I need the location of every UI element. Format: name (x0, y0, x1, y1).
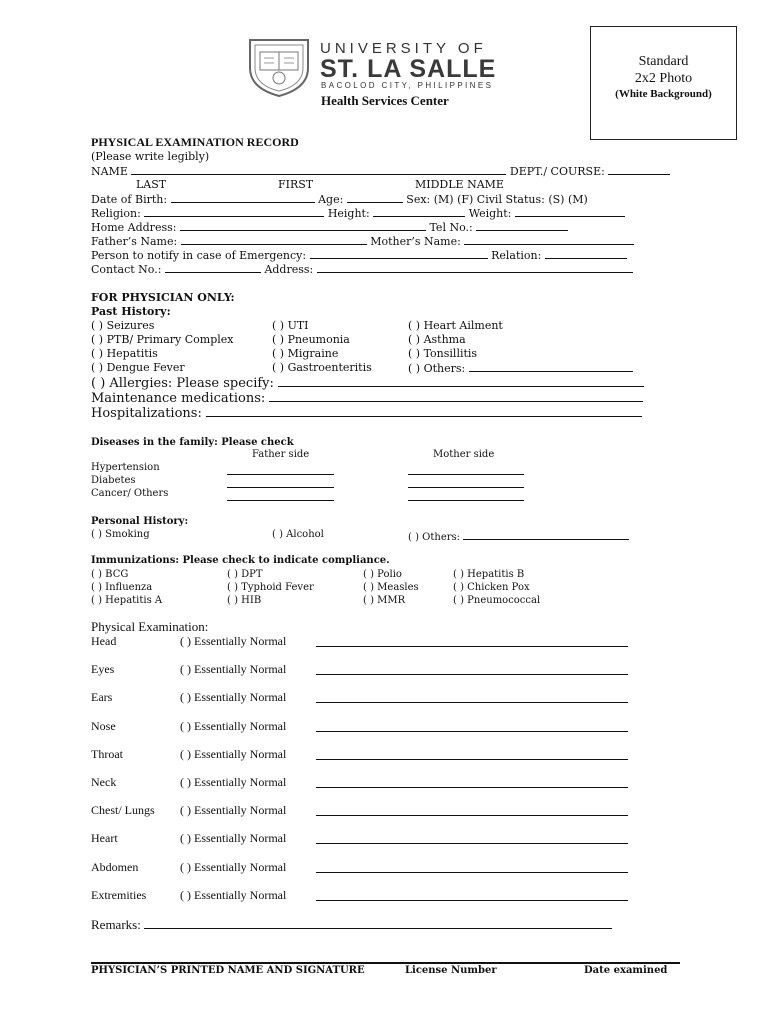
exam-row-label: Eyes (91, 662, 115, 677)
emergency-label: Person to notify in case of Emergency: (91, 249, 307, 262)
allergies-row (91, 376, 644, 391)
personal-others-field[interactable] (463, 529, 629, 540)
immun-item[interactable]: ( ) DPT (227, 569, 263, 580)
home-row (91, 220, 568, 234)
hospitalizations-row (91, 406, 642, 421)
past-item[interactable]: ( ) Heart Ailment (408, 319, 503, 332)
middle-label: MIDDLE NAME (415, 178, 504, 191)
tel-field[interactable] (476, 220, 568, 231)
essentially-normal-checkbox[interactable]: ( ) Essentially Normal (180, 831, 287, 846)
maintenance-field[interactable] (269, 391, 643, 402)
past-item[interactable]: ( ) Seizures (91, 319, 155, 332)
immun-item[interactable]: ( ) Influenza (91, 582, 153, 593)
license-number-label: License Number (405, 965, 497, 976)
name-field[interactable] (131, 164, 506, 175)
contact-row (91, 262, 633, 276)
essentially-normal-checkbox[interactable]: ( ) Essentially Normal (180, 690, 287, 705)
maintenance-label: Maintenance medications: (91, 391, 266, 406)
past-item[interactable]: ( ) PTB/ Primary Complex (91, 333, 234, 346)
past-item[interactable]: ( ) Gastroenteritis (272, 361, 372, 374)
immun-item[interactable]: ( ) Hepatitis B (453, 569, 525, 580)
allergies-field[interactable] (278, 376, 644, 387)
smoking-option[interactable]: ( ) Smoking (91, 529, 150, 540)
immun-item[interactable]: ( ) HIB (227, 595, 262, 606)
essentially-normal-checkbox[interactable]: ( ) Essentially Normal (180, 634, 287, 648)
hospitalizations-label: Hospitalizations: (91, 406, 202, 421)
past-others-row (408, 361, 633, 376)
photo-line1: Standard (638, 54, 689, 69)
dob-row (91, 192, 588, 206)
mother-side-label: Mother side (433, 449, 495, 460)
photo-box (590, 26, 737, 140)
father-side-label: Father side (252, 449, 310, 460)
exam-finding-field[interactable] (316, 674, 628, 675)
essentially-normal-checkbox[interactable]: ( ) Essentially Normal (180, 662, 287, 677)
contact-field[interactable] (165, 262, 261, 273)
essentially-normal-checkbox[interactable]: ( ) Essentially Normal (180, 803, 287, 818)
essentially-normal-checkbox[interactable]: ( ) Essentially Normal (180, 859, 287, 874)
contact-label: Contact No.: (91, 263, 162, 276)
exam-row-label: Ears (91, 690, 113, 705)
university-location: BACOLOD CITY, PHILIPPINES (321, 81, 494, 90)
photo-line2: 2x2 Photo (634, 71, 693, 86)
exam-row-label: Chest/ Lungs (91, 803, 155, 818)
exam-heading: Physical Examination: (91, 619, 209, 634)
immunizations-heading: Immunizations: Please check to indicate compliance. (91, 555, 390, 566)
tel-label: Tel No.: (429, 221, 473, 234)
family-item: Hypertension (91, 462, 160, 473)
religion-field[interactable] (144, 206, 324, 217)
immun-col4 (453, 568, 540, 607)
emergency-row (91, 248, 627, 262)
maintenance-row (91, 391, 643, 406)
mother-diabetes-field[interactable] (408, 477, 524, 488)
remarks-label: Remarks: (91, 917, 141, 932)
exam-row-label: Heart (91, 831, 118, 846)
exam-row-label: Abdomen (91, 859, 139, 874)
mother-hypertension-field[interactable] (408, 464, 524, 475)
health-services-center: Health Services Center (321, 93, 449, 108)
mother-field[interactable] (464, 234, 634, 245)
footer-divider (91, 962, 680, 964)
essentially-normal-checkbox[interactable]: ( ) Essentially Normal (180, 746, 287, 761)
dept-label: DEPT./ COURSE: (509, 165, 605, 178)
exam-finding-field[interactable] (316, 872, 628, 873)
address-label: Address: (264, 263, 314, 276)
weight-label: Weight: (468, 207, 512, 220)
father-hypertension-field[interactable] (227, 464, 334, 475)
allergies-label[interactable]: ( ) Allergies: Please specify: (91, 376, 274, 391)
emergency-field[interactable] (310, 248, 488, 259)
remarks-field[interactable] (144, 917, 612, 929)
last-label: LAST (136, 178, 167, 191)
past-col1 (91, 319, 233, 375)
past-col2 (272, 319, 372, 375)
dob-label: Date of Birth: (91, 193, 168, 206)
form-title: PHYSICAL EXAMINATION RECORD (91, 135, 299, 149)
mother-label: Mother’s Name: (370, 235, 461, 248)
past-history-heading: Past History: (91, 305, 171, 318)
family-item: Diabetes (91, 475, 136, 486)
date-examined-label: Date examined (584, 965, 668, 976)
immun-item[interactable]: ( ) Pneumococcal (453, 595, 541, 606)
physician-heading: FOR PHYSICIAN ONLY: (91, 291, 235, 304)
remarks-row (91, 917, 612, 933)
form-note: (Please write legibly) (91, 150, 210, 163)
family-heading: Diseases in the family: Please check (91, 437, 294, 448)
dept-field[interactable] (608, 164, 670, 175)
relation-field[interactable] (545, 248, 627, 259)
height-label: Height: (327, 207, 370, 220)
essentially-normal-checkbox[interactable]: ( ) Essentially Normal (180, 887, 287, 902)
relation-label: Relation: (491, 249, 542, 262)
hospitalizations-field[interactable] (206, 406, 642, 417)
religion-label: Religion: (91, 207, 141, 220)
personal-heading: Personal History: (91, 516, 189, 527)
immun-item[interactable]: ( ) Measles (363, 582, 419, 593)
mother-cancer-field[interactable] (408, 490, 524, 501)
height-field[interactable] (373, 206, 465, 217)
father-field[interactable] (181, 234, 367, 245)
immun-col3 (363, 568, 419, 607)
exam-row-label: Nose (91, 718, 116, 733)
exam-finding-field[interactable] (316, 646, 628, 647)
immun-item[interactable]: ( ) BCG (91, 569, 129, 580)
past-item[interactable]: ( ) Dengue Fever (91, 361, 185, 374)
parents-row (91, 234, 634, 248)
past-item[interactable]: ( ) Hepatitis (91, 347, 158, 360)
home-label: Home Address: (91, 221, 177, 234)
immun-item[interactable]: ( ) Chicken Pox (453, 582, 530, 593)
family-item: Cancer/ Others (91, 488, 169, 499)
immun-item[interactable]: ( ) Hepatitis A (91, 595, 163, 606)
others-option[interactable]: ( ) Others: (408, 532, 461, 543)
exam-finding-field[interactable] (316, 787, 628, 788)
name-row (91, 164, 670, 178)
weight-field[interactable] (515, 206, 625, 217)
essentially-normal-checkbox[interactable]: ( ) Essentially Normal (180, 775, 287, 789)
past-item[interactable]: ( ) Asthma (408, 333, 466, 346)
physician-signature-label: PHYSICIAN’S PRINTED NAME AND SIGNATURE (91, 965, 365, 976)
exam-finding-field[interactable] (316, 815, 628, 816)
first-label: FIRST (278, 178, 314, 191)
home-field[interactable] (180, 220, 426, 231)
photo-line3: (White Background) (615, 88, 712, 100)
dob-field[interactable] (171, 192, 315, 203)
immun-item[interactable]: ( ) MMR (363, 595, 406, 606)
exam-row-label: Throat (91, 746, 123, 761)
past-item[interactable]: ( ) Pneumonia (272, 333, 350, 346)
past-item[interactable]: ( ) Tonsillitis (408, 347, 478, 360)
exam-finding-field[interactable] (316, 759, 628, 760)
immun-item[interactable]: ( ) Typhoid Fever (227, 582, 314, 593)
immun-col2 (227, 568, 314, 607)
essentially-normal-checkbox[interactable]: ( ) Essentially Normal (180, 718, 287, 733)
past-item[interactable]: ( ) Migraine (272, 347, 339, 360)
name-label: NAME (91, 165, 128, 178)
exam-row-label: Head (91, 634, 117, 648)
exam-finding-field[interactable] (316, 731, 628, 732)
address-field[interactable] (317, 262, 633, 273)
age-label: Age: (318, 193, 344, 206)
past-col3 (408, 319, 633, 376)
past-item[interactable]: ( ) Others: (408, 362, 466, 375)
university-name-line2: ST. LA SALLE (320, 55, 497, 83)
father-label: Father’s Name: (91, 235, 178, 248)
exam-finding-field[interactable] (316, 900, 628, 901)
sex-civil-status: Sex: (M) (F) Civil Status: (S) (M) (406, 193, 588, 206)
university-name-line1: UNIVERSITY OF (320, 40, 487, 57)
religion-row (91, 206, 625, 220)
father-cancer-field[interactable] (227, 490, 334, 501)
past-item[interactable]: ( ) UTI (272, 319, 309, 332)
alcohol-option[interactable]: ( ) Alcohol (272, 529, 324, 540)
exam-finding-field[interactable] (316, 843, 628, 844)
exam-finding-field[interactable] (316, 702, 628, 703)
father-diabetes-field[interactable] (227, 477, 334, 488)
university-seal-logo (246, 36, 312, 98)
immun-item[interactable]: ( ) Polio (363, 569, 402, 580)
personal-others-row (408, 529, 629, 544)
past-others-field[interactable] (469, 361, 633, 372)
immun-col1 (91, 568, 162, 607)
exam-row-label: Extremities (91, 887, 147, 902)
exam-row-label: Neck (91, 775, 117, 789)
age-field[interactable] (347, 192, 403, 203)
